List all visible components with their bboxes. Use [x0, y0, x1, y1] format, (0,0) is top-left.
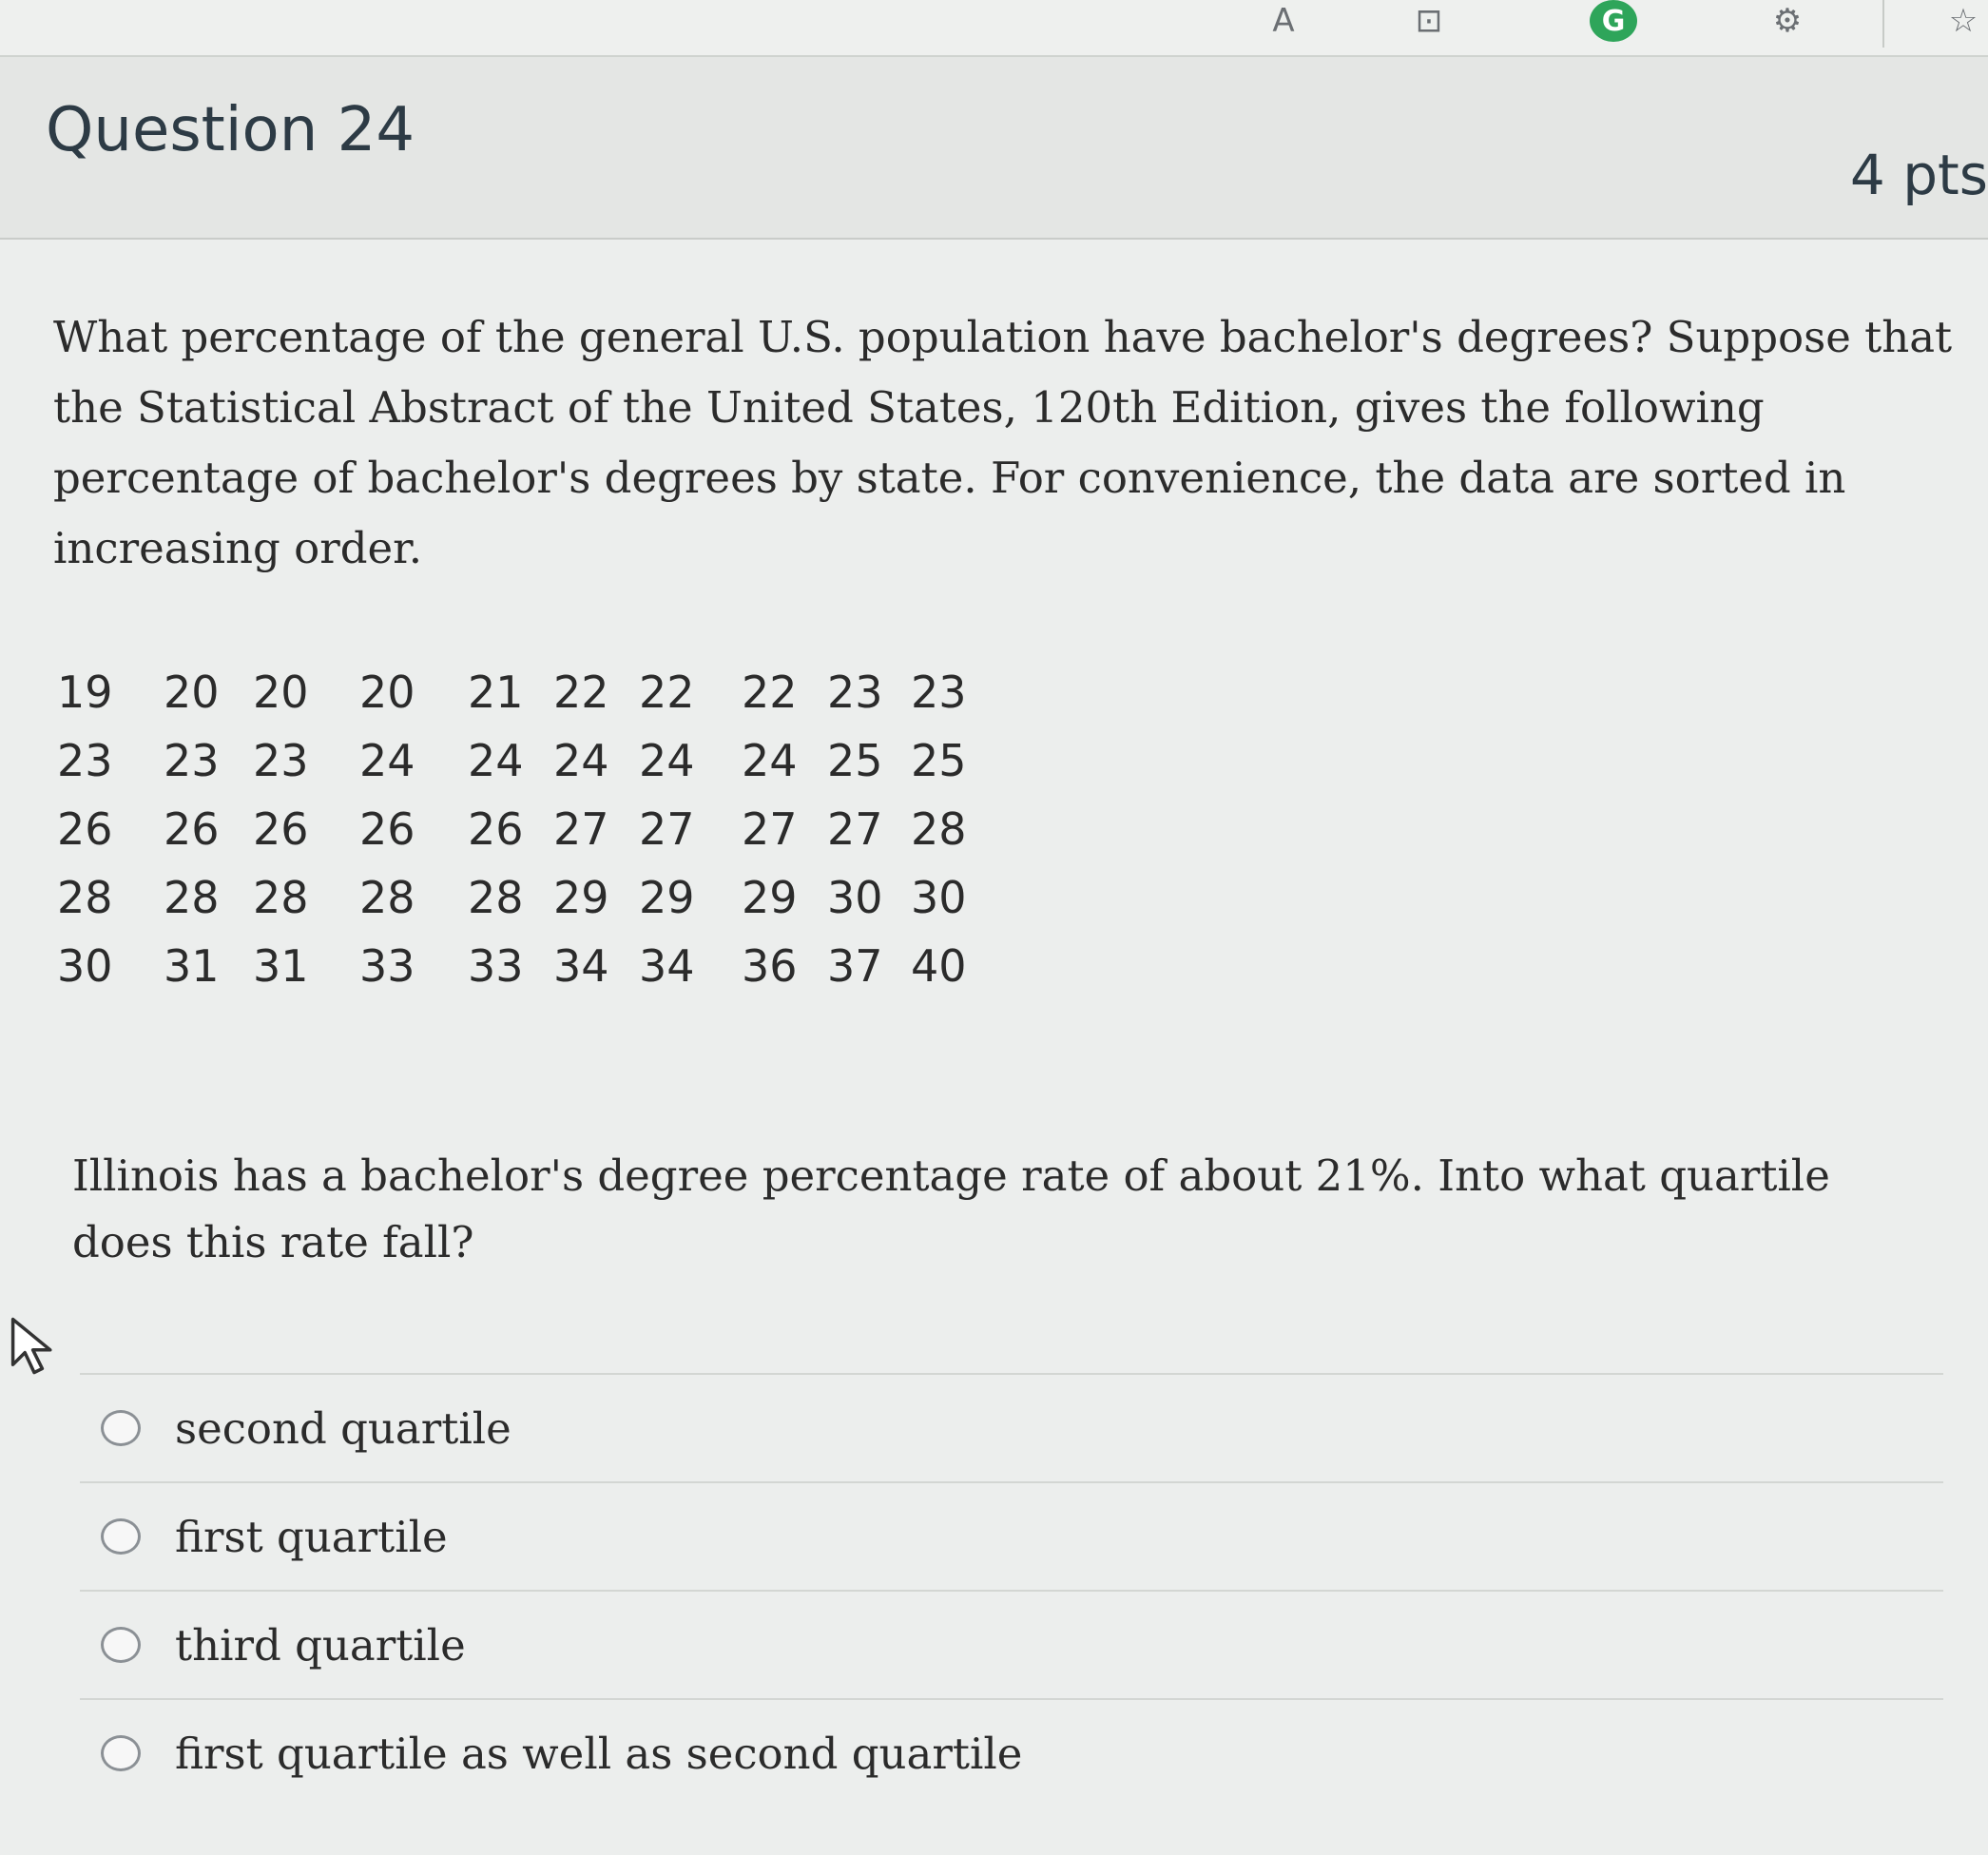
table-cell: 22: [639, 667, 695, 718]
table-cell: 26: [359, 803, 415, 855]
question-title: Question 24: [46, 95, 415, 165]
table-cell: 23: [253, 735, 309, 786]
table-cell: 26: [253, 803, 309, 855]
table-cell: 20: [359, 667, 415, 718]
answer-option[interactable]: [80, 1373, 1943, 1481]
table-cell: 23: [164, 735, 220, 786]
table-row: [57, 863, 977, 932]
immersive-reader-icon[interactable]: ⊡: [1415, 2, 1443, 40]
table-cell: 25: [911, 735, 967, 786]
table-row: [57, 795, 977, 863]
table-cell: 30: [827, 872, 883, 923]
extensions-icon[interactable]: ⚙: [1772, 2, 1803, 40]
table-cell: 34: [553, 940, 609, 992]
table-cell: 28: [253, 872, 309, 923]
table-cell: 36: [742, 940, 798, 992]
table-cell: 29: [742, 872, 798, 923]
font-size-icon[interactable]: A: [1272, 2, 1295, 40]
table-cell: 28: [164, 872, 220, 923]
table-cell: 31: [164, 940, 220, 992]
table-row: [57, 658, 977, 726]
question-header: [0, 57, 1988, 240]
radio-button[interactable]: [101, 1518, 141, 1555]
answer-label: first quartile: [175, 1511, 448, 1562]
toolbar-divider: [1882, 0, 1884, 48]
data-table: [57, 658, 977, 1000]
answer-option[interactable]: [80, 1481, 1943, 1590]
table-cell: 26: [57, 803, 113, 855]
table-cell: 24: [639, 735, 695, 786]
favorites-icon[interactable]: ☆: [1948, 2, 1978, 40]
radio-button[interactable]: [101, 1410, 141, 1446]
table-row: [57, 932, 977, 1000]
table-cell: 28: [359, 872, 415, 923]
table-cell: 19: [57, 667, 113, 718]
table-cell: 33: [359, 940, 415, 992]
table-cell: 24: [468, 735, 524, 786]
table-cell: 33: [468, 940, 524, 992]
answer-label: second quartile: [175, 1402, 511, 1454]
table-cell: 25: [827, 735, 883, 786]
table-cell: 31: [253, 940, 309, 992]
radio-button[interactable]: [101, 1627, 141, 1663]
table-cell: 28: [468, 872, 524, 923]
browser-toolbar: [0, 0, 1988, 57]
table-cell: 29: [639, 872, 695, 923]
table-cell: 22: [742, 667, 798, 718]
radio-button[interactable]: [101, 1735, 141, 1771]
table-cell: 27: [553, 803, 609, 855]
table-cell: 26: [468, 803, 524, 855]
question-body: [0, 240, 1988, 1855]
answer-label: third quartile: [175, 1619, 466, 1671]
table-cell: 27: [639, 803, 695, 855]
table-cell: 23: [911, 667, 967, 718]
answer-label: first quartile as well as second quartile: [175, 1728, 1023, 1779]
question-points: 4 pts: [1849, 143, 1988, 207]
grammarly-extension-icon[interactable]: G: [1590, 0, 1637, 42]
table-cell: 29: [553, 872, 609, 923]
mouse-pointer-icon: [8, 1314, 61, 1381]
table-cell: 30: [57, 940, 113, 992]
table-cell: 22: [553, 667, 609, 718]
table-row: [57, 726, 977, 795]
table-cell: 20: [253, 667, 309, 718]
table-cell: 24: [359, 735, 415, 786]
table-cell: 28: [911, 803, 967, 855]
table-cell: 34: [639, 940, 695, 992]
answer-option[interactable]: [80, 1698, 1943, 1807]
table-cell: 28: [57, 872, 113, 923]
table-cell: 21: [468, 667, 524, 718]
followup-question: Illinois has a bachelor's degree percentage rate of about 21%. Into what quartile does this rate fall?: [72, 1150, 1830, 1267]
answer-option[interactable]: [80, 1590, 1943, 1698]
table-cell: 26: [164, 803, 220, 855]
table-cell: 23: [57, 735, 113, 786]
table-cell: 20: [164, 667, 220, 718]
question-prompt: What percentage of the general U.S. population have bachelor's degrees? Suppose that the Statistical Abstract of the United States, 120th Edition, gives the following percentage of bachelor's degrees by state. For convenience, the data are sorted in increasing order.: [53, 312, 1953, 573]
answer-list: [80, 1373, 1943, 1807]
table-cell: 27: [742, 803, 798, 855]
table-cell: 24: [553, 735, 609, 786]
table-cell: 30: [911, 872, 967, 923]
table-cell: 24: [742, 735, 798, 786]
table-cell: 23: [827, 667, 883, 718]
table-cell: 27: [827, 803, 883, 855]
table-cell: 40: [911, 940, 967, 992]
table-cell: 37: [827, 940, 883, 992]
